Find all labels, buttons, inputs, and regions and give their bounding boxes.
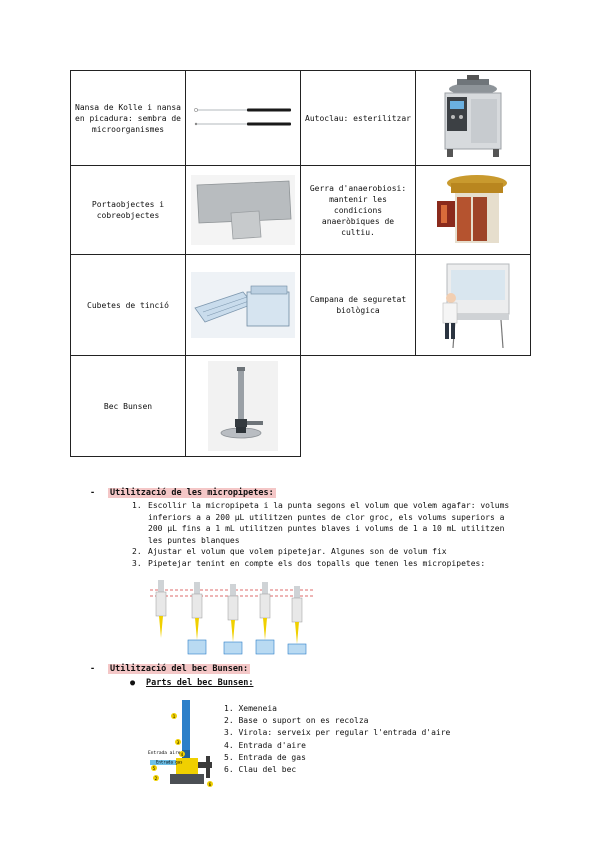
list-number: 2. [132, 547, 142, 556]
bunsen-heading-text: Utilització del bec Bunsen: [110, 664, 249, 674]
empty-cell [301, 356, 416, 457]
list-item [132, 546, 512, 558]
bunsen-diagram [146, 696, 218, 788]
biosafety-cabinet-image [433, 260, 513, 350]
list-text: Pipetejar tenint en compte els dos topalls que tenen les micropipetes: [148, 558, 486, 568]
table-row [71, 166, 531, 255]
list-item: 4. Entrada d'aire [224, 740, 306, 750]
list-text: Ajustar el volum que volem pipetejar. Algunes son de volum fix [148, 547, 447, 556]
bullet-icon: ● [130, 678, 136, 688]
cell-anaerobic-label: Gerra d'anaerobiosi: mantenir les condicions anaeròbiques de cultiu. [301, 166, 416, 255]
list-text: Escollir la micropipeta i la punta segons el volum que volem agafar: volums inferiors a a 200 µL utilitzen puntes de clor groc, els volums superiors a 200 µL fins a 1 mL utilitzen puntes blaves i volums de 1 a 10 mL utilitzen les puntes blanques [148, 501, 510, 545]
diagram-label-3: 3 [176, 740, 180, 745]
equipment-table [70, 70, 531, 457]
bunsen-parts-subheading: Parts del bec Bunsen: [146, 678, 254, 688]
list-item: 1. Xemeneia [224, 704, 277, 713]
cell-trays-image [186, 255, 301, 356]
inoculating-loops-image [193, 98, 293, 138]
diagram-label-1: 1 [172, 714, 176, 719]
cell-loops-label: Nansa de Kolle i nansa en picadura: sembra de microorganismes [71, 71, 186, 166]
empty-cell [416, 356, 531, 457]
bunsen-burner-image [208, 361, 278, 451]
cell-anaerobic-image [416, 166, 531, 255]
dash-marker: - [90, 488, 96, 498]
pipette-stage-2 [188, 582, 206, 654]
pipette-stage-4 [256, 582, 274, 654]
list-number: 3. [132, 558, 142, 568]
dash-marker: - [90, 664, 96, 674]
bunsen-heading [90, 664, 250, 674]
micropipettes-steps [132, 500, 512, 569]
cell-cabinet-image [416, 255, 531, 356]
cell-slides-label: Portaobjectes i cobreobjectes [71, 166, 186, 255]
cell-loops-image [186, 71, 301, 166]
cell-bunsen-image [186, 356, 301, 457]
cell-slides-image [186, 166, 301, 255]
autoclave-image [433, 75, 513, 161]
list-item: 5. Entrada de gas [224, 752, 306, 762]
diagram-label-6: 6 [208, 782, 212, 787]
list-number: 1. [132, 501, 142, 510]
pipette-stage-3 [224, 584, 242, 654]
list-item: 6. Clau del bec [224, 765, 297, 775]
bunsen-parts-list [224, 703, 450, 776]
diagram-air-inlet-label: Entrada aire [148, 751, 181, 756]
cell-trays-label: Cubetes de tinció [71, 255, 186, 356]
cell-bunsen-label: Bec Bunsen [71, 356, 186, 457]
list-item: 2. Base o suport on es recolza [224, 716, 369, 726]
table-row [71, 255, 531, 356]
pipette-stage-1 [156, 580, 166, 638]
diagram-label-2: 2 [154, 776, 158, 781]
diagram-label-5: 5 [152, 766, 156, 771]
list-item: 3. Virola: serveix per regular l'entrada d'aire [224, 728, 451, 738]
anaerobic-jar-image [433, 171, 513, 249]
micropipettes-heading [90, 488, 276, 498]
bunsen-parts-bullet [130, 678, 253, 688]
diagram-gas-inlet-label: Entrada gas [156, 759, 183, 765]
diagram-label-4: 4 [180, 752, 184, 757]
cell-autoclave-label: Autoclau: esterilitzar [301, 71, 416, 166]
table-row [71, 356, 531, 457]
cell-autoclave-image [416, 71, 531, 166]
staining-trays-image [191, 272, 295, 338]
table-row [71, 71, 531, 166]
microscope-slides-image [191, 175, 295, 245]
pipetting-diagram [148, 576, 316, 660]
list-item [132, 500, 512, 546]
list-item [132, 558, 512, 570]
cell-cabinet-label: Campana de seguretat biològica [301, 255, 416, 356]
micropipettes-heading-text: Utilització de les micropipetes: [110, 488, 274, 498]
